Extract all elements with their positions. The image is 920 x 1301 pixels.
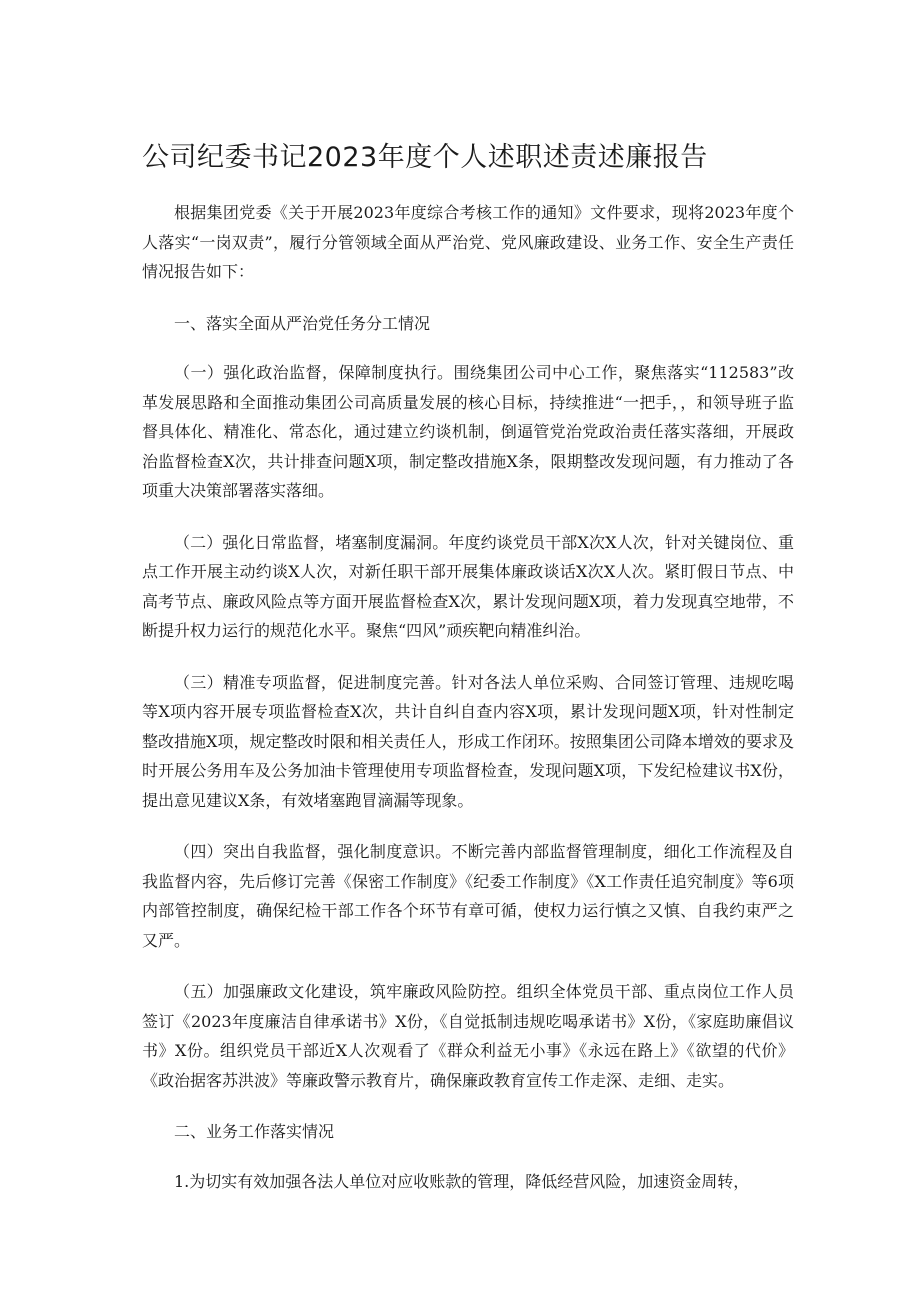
paragraph-business-item-1: 1.为切实有效加强各法人单位对应收账款的管理，降低经营风险，加速资金周转， bbox=[174, 1171, 750, 1191]
paragraph-daily-supervision: （二）强化日常监督，堵塞制度漏洞。年度约谈党员干部X次X人次，针对关键岗位、重点工作开展主动约谈X人次，对新任职干部开展集体廉政谈话X次X人次。紧盯假日节点、中高考节点、廉政风险点等方面开展监督检查X次，累计发现问题X项，着力发现真空地带，不断提升权力运行的规范化水平。聚焦“四风”顽疾靶向精准纠治。 bbox=[142, 532, 794, 640]
document-body bbox=[142, 198, 794, 1218]
paragraph-self-supervision: （四）突出自我监督，强化制度意识。不断完善内部监督管理制度，细化工作流程及自我监督内容，先后修订完善《保密工作制度》《纪委工作制度》《X工作责任追究制度》等6项内部管控制度，确保纪检干部工作各个环节有章可循，使权力运行慎之又慎、自我约束严之又严。 bbox=[142, 842, 794, 950]
paragraph-special-supervision: （三）精准专项监督，促进制度完善。针对各法人单位采购、合同签订管理、违规吃喝等X项内容开展专项监督检查X次，共计自纠自查内容X项，累计发现问题X项，针对性制定整改措施X项，规定整改时限和相关责任人，形成工作闭环。按照集团公司降本增效的要求及时开展公务用车及公务加油卡管理使用专项监督检查，发现问题X项，下发纪检建议书X份，提出意见建议X条，有效堵塞跑冒滴漏等现象。 bbox=[142, 672, 794, 810]
paragraph-political-supervision: （一）强化政治监督，保障制度执行。围绕集团公司中心工作，聚焦落实“112583”改革发展思路和全面推动集团公司高质量发展的核心目标，持续推进“一把手，，和领导班子监督具体化、精准化、常态化，通过建立约谈机制，倒逼管党治党政治责任落实落细，开展政治监督检查X次，共计排查问题X项，制定整改措施X条，限期整改发现问题，有力推动了各项重大决策部署落实落细。 bbox=[142, 363, 794, 500]
section-heading-2: 二、业务工作落实情况 bbox=[174, 1122, 335, 1141]
document-title: 公司纪委书记2023年度个人述职述责述廉报告 bbox=[142, 142, 708, 173]
section-heading-1: 一、落实全面从严治党任务分工情况 bbox=[174, 313, 431, 333]
intro-paragraph: 根据集团党委《关于开展2023年度综合考核工作的通知》文件要求，现将2023年度个人落实“一岗双责”，履行分管领域全面从严治党、党风廉政建设、业务工作、安全生产责任情况报告如下： bbox=[142, 203, 794, 281]
paragraph-integrity-culture: （五）加强廉政文化建设，筑牢廉政风险防控。组织全体党员干部、重点岗位工作人员签订《2023年度廉洁自律承诺书》X份，《自觉抵制违规吃喝承诺书》X份，《家庭助廉倡议书》X份。组织党员干部近X人次观看了《群众利益无小事》《永远在路上》《欲望的代价》《政治据客苏洪波》等廉政警示教育片，确保廉政教育宣传工作走深、走细、走实。 bbox=[142, 982, 794, 1090]
